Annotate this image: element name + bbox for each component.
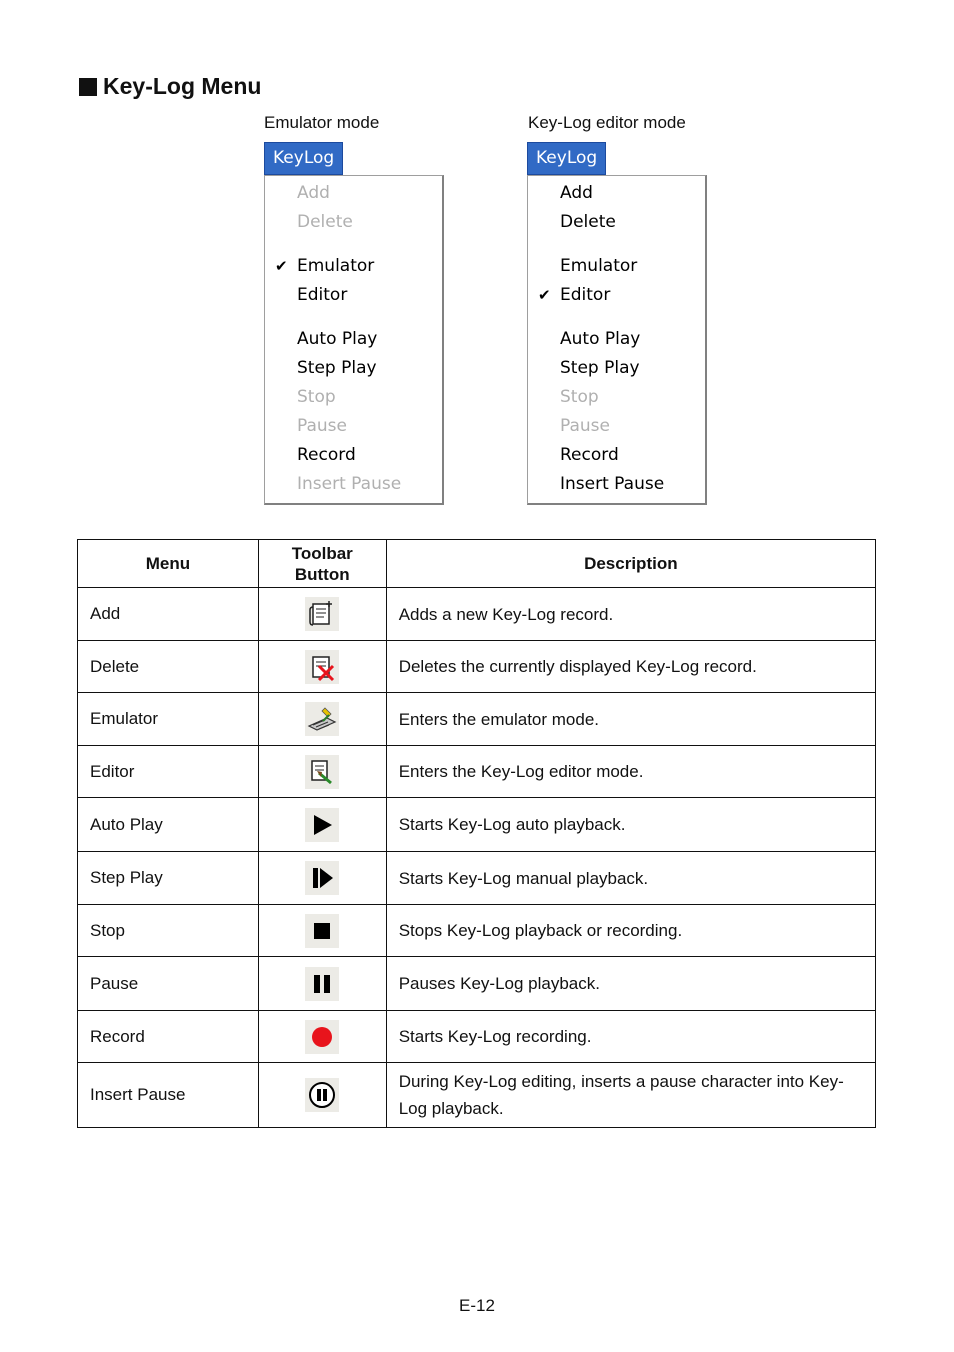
menu-item-stop	[270, 383, 437, 412]
cell-toolbar-button	[258, 957, 386, 1011]
menu-item-step-play[interactable]	[270, 354, 437, 383]
table-row	[78, 588, 876, 641]
step-play-icon	[305, 861, 339, 895]
menu-header-keylog[interactable]: KeyLog	[264, 142, 343, 175]
menu-item-label: Add	[297, 183, 330, 203]
cell-description: Deletes the currently displayed Key-Log record.	[386, 641, 875, 693]
cell-toolbar-button	[258, 852, 386, 905]
menu-item-editor[interactable]	[533, 281, 700, 310]
menu-item-delete	[270, 208, 437, 237]
cell-menu-name: Step Play	[78, 852, 259, 905]
table-row	[78, 1011, 876, 1063]
header-toolbar-line1: Toolbar	[291, 543, 353, 563]
menu-separator	[270, 244, 437, 245]
menu-separator	[533, 317, 700, 318]
menu-item-label: Auto Play	[297, 329, 378, 349]
menu-separator	[533, 244, 700, 245]
cell-description: Starts Key-Log manual playback.	[386, 852, 875, 905]
cell-menu-name: Emulator	[78, 693, 259, 746]
menu-item-emulator[interactable]	[270, 252, 437, 281]
menu-item-label: Editor	[560, 285, 611, 305]
menu-item-pause	[533, 412, 700, 441]
menu-item-editor[interactable]	[270, 281, 437, 310]
checkmark-icon: ✔	[275, 257, 288, 275]
section-title	[79, 73, 261, 100]
menu-item-label: Step Play	[560, 358, 640, 378]
cell-description: Starts Key-Log recording.	[386, 1011, 875, 1063]
header-toolbar-line2: Button	[294, 564, 350, 584]
table-row	[78, 852, 876, 905]
cell-description: Adds a new Key-Log record.	[386, 588, 875, 641]
menu-item-insert-pause	[270, 470, 437, 499]
cell-description: Enters the emulator mode.	[386, 693, 875, 746]
menu-item-label: Pause	[560, 416, 610, 436]
menu-item-pause	[270, 412, 437, 441]
table-row	[78, 746, 876, 798]
menu-dropdown-panel	[527, 175, 707, 505]
section-title-text: Key-Log Menu	[103, 73, 262, 99]
menu-item-label: Insert Pause	[297, 474, 402, 494]
table-row	[78, 905, 876, 957]
menu-item-label: Pause	[297, 416, 347, 436]
menu-item-label: Editor	[297, 285, 348, 305]
menu-item-delete[interactable]	[533, 208, 700, 237]
cell-menu-name: Auto Play	[78, 798, 259, 852]
menu-item-label: Delete	[560, 212, 616, 232]
cell-toolbar-button	[258, 693, 386, 746]
insert-pause-icon	[305, 1078, 339, 1112]
cell-toolbar-button	[258, 641, 386, 693]
menu-item-label: Delete	[297, 212, 353, 232]
cell-description: Stops Key-Log playback or recording.	[386, 905, 875, 957]
table-header-row	[78, 540, 876, 588]
keylog-menu-table	[77, 539, 876, 1128]
cell-menu-name: Editor	[78, 746, 259, 798]
cell-toolbar-button	[258, 798, 386, 852]
pause-icon	[305, 967, 339, 1001]
menu-item-label: Stop	[560, 387, 599, 407]
cell-description: Pauses Key-Log playback.	[386, 957, 875, 1011]
menu-item-label: Stop	[297, 387, 336, 407]
cell-menu-name: Pause	[78, 957, 259, 1011]
play-icon	[305, 808, 339, 842]
cell-menu-name: Insert Pause	[78, 1063, 259, 1128]
menu-item-stop	[533, 383, 700, 412]
menu-item-add	[270, 179, 437, 208]
menu-item-insert-pause[interactable]	[533, 470, 700, 499]
menu-item-emulator[interactable]	[533, 252, 700, 281]
emulator-keyboard-icon	[305, 702, 339, 736]
table-row	[78, 957, 876, 1011]
stop-icon	[305, 914, 339, 948]
delete-record-icon	[305, 650, 339, 684]
editor-mode-label: Key-Log editor mode	[528, 113, 686, 132]
cell-menu-name: Add	[78, 588, 259, 641]
table-row	[78, 1063, 876, 1128]
add-record-icon	[305, 597, 339, 631]
header-menu: Menu	[78, 540, 259, 588]
menu-item-auto-play[interactable]	[533, 325, 700, 354]
cell-description: Enters the Key-Log editor mode.	[386, 746, 875, 798]
menu-item-record[interactable]	[270, 441, 437, 470]
cell-menu-name: Stop	[78, 905, 259, 957]
editor-mode-icon	[305, 755, 339, 789]
menu-item-label: Add	[560, 183, 593, 203]
cell-toolbar-button	[258, 588, 386, 641]
keylog-menu-emulator-mode	[264, 142, 444, 505]
menu-item-add[interactable]	[533, 179, 700, 208]
title-square-bullet	[79, 78, 97, 96]
header-description: Description	[386, 540, 875, 588]
table-row	[78, 641, 876, 693]
menu-item-label: Emulator	[560, 256, 638, 276]
cell-menu-name: Record	[78, 1011, 259, 1063]
cell-description: Starts Key-Log auto playback.	[386, 798, 875, 852]
page-number: E-12	[459, 1296, 495, 1315]
menu-item-label: Emulator	[297, 256, 375, 276]
menu-item-label: Step Play	[297, 358, 377, 378]
table-row	[78, 693, 876, 746]
cell-description: During Key-Log editing, inserts a pause character into Key-Log playback.	[386, 1063, 875, 1128]
emulator-mode-label: Emulator mode	[264, 113, 380, 132]
cell-toolbar-button	[258, 905, 386, 957]
cell-menu-name: Delete	[78, 641, 259, 693]
menu-item-label: Record	[297, 445, 356, 465]
menu-item-auto-play[interactable]	[270, 325, 437, 354]
menu-item-label: Auto Play	[560, 329, 641, 349]
menu-header-keylog[interactable]: KeyLog	[527, 142, 606, 175]
menu-dropdown-panel	[264, 175, 444, 505]
checkmark-icon: ✔	[538, 286, 551, 304]
menu-item-record[interactable]	[533, 441, 700, 470]
menu-item-label: Record	[560, 445, 619, 465]
menu-item-label: Insert Pause	[560, 474, 665, 494]
record-icon	[305, 1020, 339, 1054]
cell-toolbar-button	[258, 1011, 386, 1063]
cell-toolbar-button	[258, 1063, 386, 1128]
header-toolbar-button	[258, 540, 386, 588]
menu-item-step-play[interactable]	[533, 354, 700, 383]
menu-separator	[270, 317, 437, 318]
keylog-menu-editor-mode	[527, 142, 707, 505]
cell-toolbar-button	[258, 746, 386, 798]
table-row	[78, 798, 876, 852]
